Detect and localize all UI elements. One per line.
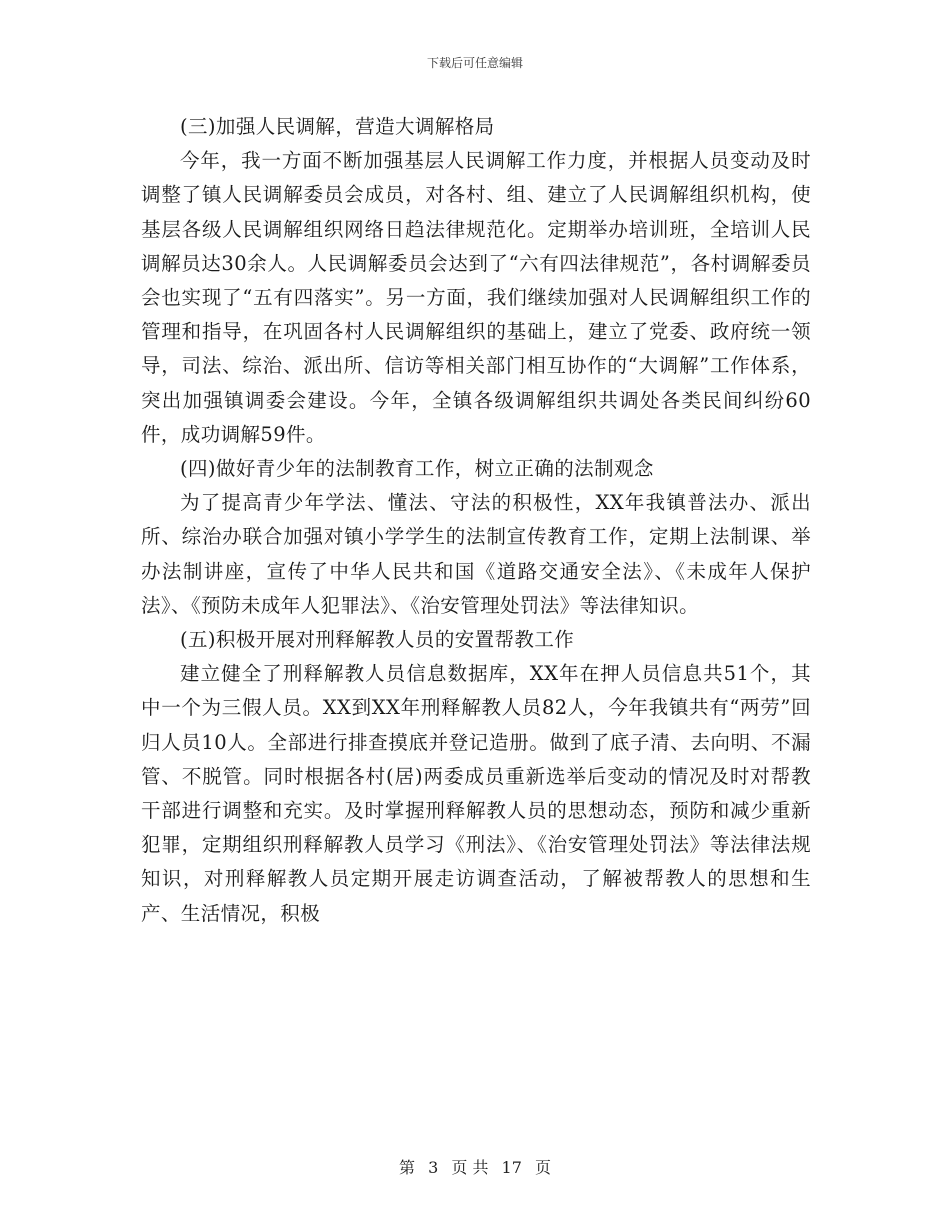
footer-middle: 页 共 — [451, 1158, 489, 1177]
footer-page-number: 3 — [428, 1158, 439, 1177]
section-heading-4: (四)做好青少年的法制教育工作，树立正确的法制观念 — [180, 457, 654, 481]
footer-suffix: 页 — [535, 1158, 552, 1177]
section-heading-3: (三)加强人民调解，营造大调解格局 — [180, 115, 495, 138]
page-header: 下载后可任意编辑 — [426, 56, 523, 70]
section-paragraph-3: 今年，我一方面不断加强基层人民调解工作力度，并根据人员变动及时调整了镇人民调解委员会成员，对各村、组、建立了人民调解组织机构，使基层各级人民调解组织网络日趋法律规范化。定期举办培训班，全培训人民调解员达30余人。人民调解委员会达到了“六有四法律规范”，各村调解委员会也实现了“五有四落实”。另一方面，我们继续加强对人民调解组织工作的管理和指导，在巩固各村人民调解组织的基础上，建立了党委、政府统一领导，司法、综治、派出所、信访等相关部门相互协作的“大调解”工作体系，突出加强镇调委会建设。今年，全镇各级调解组织共调处各类民间纠纷60件，成功调解59件。 — [141, 149, 811, 446]
footer-total-pages: 17 — [501, 1158, 522, 1177]
footer-prefix: 第 — [398, 1158, 415, 1177]
page-footer — [0, 1155, 950, 1178]
section-heading-5: (五)积极开展对刑释解教人员的安置帮教工作 — [180, 628, 575, 652]
section-paragraph-5: 建立健全了刑释解教人员信息数据库，XX年在押人员信息共51个，其中一个为三假人员。XX到XX年刑释解教人员82人，今年我镇共有“两劳”回归人员10人。全部进行排查摸底并登记造册。做到了底子清、去向明、不漏管、不脱管。同时根据各村(居)两委成员重新选举后变动的情况及时对帮教干部进行调整和充实。及时掌握刑释解教人员的思想动态，预防和减少重新犯罪，定期组织刑释解教人员学习《刑法》、《治安管理处罚法》等法律法规知识，对刑释解教人员定期开展走访调查活动，了解被帮教人的思想和生产、生活情况，积极 — [141, 662, 811, 925]
document-body — [141, 110, 811, 931]
section-paragraph-4: 为了提高青少年学法、懂法、守法的积极性，XX年我镇普法办、派出所、综治办联合加强对镇小学学生的法制宣传教育工作，定期上法制课、举办法制讲座，宣传了中华人民共和国《道路交通安全法》、《未成年人保护法》、《预防未成年人犯罪法》、《治安管理处罚法》等法律知识。 — [141, 491, 811, 617]
